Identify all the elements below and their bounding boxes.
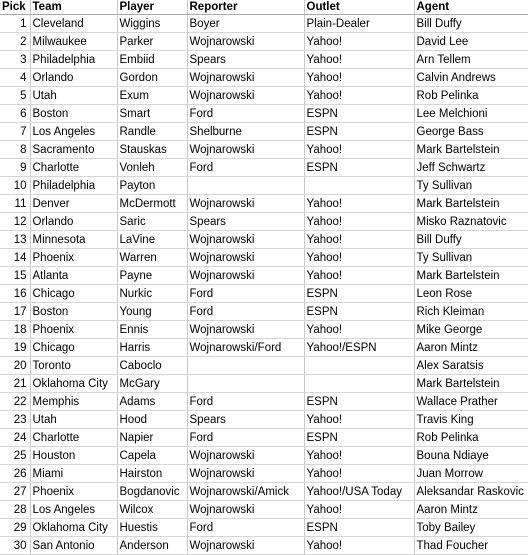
cell-player: Ennis [117, 321, 187, 339]
table-row [0, 357, 528, 375]
cell-team: Charlotte [30, 429, 117, 447]
cell-pick: 5 [0, 87, 30, 105]
cell-player: Payne [117, 267, 187, 285]
cell-player: Wiggins [117, 15, 187, 33]
cell-team: Oklahoma City [30, 375, 117, 393]
table-row [0, 447, 528, 465]
cell-team: Chicago [30, 339, 117, 357]
cell-reporter: Ford [187, 519, 304, 537]
cell-pick: 25 [0, 447, 30, 465]
cell-reporter [187, 375, 304, 393]
cell-pick: 20 [0, 357, 30, 375]
cell-outlet: Plain-Dealer [304, 15, 414, 33]
cell-agent: Travis King [414, 411, 528, 429]
table-row [0, 87, 528, 105]
cell-player: Adams [117, 393, 187, 411]
cell-pick: 24 [0, 429, 30, 447]
cell-agent: Ty Sullivan [414, 249, 528, 267]
cell-agent: Lee Melchioni [414, 105, 528, 123]
cell-pick: 12 [0, 213, 30, 231]
cell-pick: 13 [0, 231, 30, 249]
cell-pick: 21 [0, 375, 30, 393]
cell-agent: Mark Bartelstein [414, 141, 528, 159]
cell-player: Nurkic [117, 285, 187, 303]
cell-agent: Thad Foucher [414, 537, 528, 555]
cell-team: Sacramento [30, 141, 117, 159]
cell-player: Warren [117, 249, 187, 267]
cell-outlet: ESPN [304, 519, 414, 537]
cell-pick: 11 [0, 195, 30, 213]
cell-pick: 10 [0, 177, 30, 195]
table-row [0, 411, 528, 429]
cell-pick: 23 [0, 411, 30, 429]
cell-agent: Mark Bartelstein [414, 195, 528, 213]
cell-player: Smart [117, 105, 187, 123]
cell-pick: 16 [0, 285, 30, 303]
table-row [0, 141, 528, 159]
cell-player: McDermott [117, 195, 187, 213]
cell-agent: Juan Morrow [414, 465, 528, 483]
cell-team: Phoenix [30, 321, 117, 339]
cell-team: Cleveland [30, 15, 117, 33]
cell-team: Atlanta [30, 267, 117, 285]
table-row [0, 231, 528, 249]
cell-outlet: Yahoo! [304, 447, 414, 465]
cell-reporter: Wojnarowski [187, 447, 304, 465]
cell-outlet: Yahoo! [304, 267, 414, 285]
cell-player: Harris [117, 339, 187, 357]
table-row [0, 303, 528, 321]
cell-team: Phoenix [30, 483, 117, 501]
cell-team: Chicago [30, 285, 117, 303]
cell-player: Payton [117, 177, 187, 195]
cell-agent: Rob Pelinka [414, 429, 528, 447]
cell-team: Oklahoma City [30, 519, 117, 537]
cell-outlet: Yahoo! [304, 87, 414, 105]
cell-agent: Jeff Schwartz [414, 159, 528, 177]
cell-agent: George Bass [414, 123, 528, 141]
table-row [0, 213, 528, 231]
cell-outlet: Yahoo! [304, 69, 414, 87]
cell-agent: Wallace Prather [414, 393, 528, 411]
cell-pick: 1 [0, 15, 30, 33]
cell-team: Orlando [30, 69, 117, 87]
cell-pick: 4 [0, 69, 30, 87]
cell-reporter: Wojnarowski [187, 87, 304, 105]
table-row [0, 285, 528, 303]
table-row [0, 375, 528, 393]
cell-player: Vonleh [117, 159, 187, 177]
table-row [0, 465, 528, 483]
cell-pick: 22 [0, 393, 30, 411]
cell-team: Denver [30, 195, 117, 213]
cell-outlet: ESPN [304, 123, 414, 141]
table-row [0, 177, 528, 195]
column-header-outlet: Outlet [304, 0, 414, 15]
cell-agent: Mark Bartelstein [414, 267, 528, 285]
cell-agent: Toby Bailey [414, 519, 528, 537]
cell-outlet: Yahoo! [304, 537, 414, 555]
cell-player: Huestis [117, 519, 187, 537]
column-header-reporter: Reporter [187, 0, 304, 15]
cell-team: Philadelphia [30, 51, 117, 69]
table-row [0, 15, 528, 33]
cell-outlet: ESPN [304, 285, 414, 303]
cell-pick: 29 [0, 519, 30, 537]
cell-reporter: Wojnarowski [187, 231, 304, 249]
cell-team: Houston [30, 447, 117, 465]
cell-outlet: Yahoo!/ESPN [304, 339, 414, 357]
cell-pick: 30 [0, 537, 30, 555]
cell-agent: Rich Kleiman [414, 303, 528, 321]
cell-outlet: Yahoo! [304, 231, 414, 249]
table-row [0, 483, 528, 501]
cell-outlet: ESPN [304, 159, 414, 177]
cell-outlet: Yahoo! [304, 33, 414, 51]
cell-team: Miami [30, 465, 117, 483]
cell-reporter: Wojnarowski [187, 33, 304, 51]
table-row [0, 267, 528, 285]
cell-reporter: Wojnarowski [187, 267, 304, 285]
cell-player: Young [117, 303, 187, 321]
table-row [0, 393, 528, 411]
cell-reporter: Wojnarowski [187, 195, 304, 213]
cell-outlet: Yahoo!/USA Today [304, 483, 414, 501]
cell-team: Toronto [30, 357, 117, 375]
cell-pick: 14 [0, 249, 30, 267]
cell-reporter: Ford [187, 105, 304, 123]
cell-outlet: ESPN [304, 303, 414, 321]
cell-team: Charlotte [30, 159, 117, 177]
table-row [0, 321, 528, 339]
cell-team: Milwaukee [30, 33, 117, 51]
cell-team: Los Angeles [30, 123, 117, 141]
cell-agent: Rob Pelinka [414, 87, 528, 105]
cell-reporter: Shelburne [187, 123, 304, 141]
cell-player: McGary [117, 375, 187, 393]
cell-pick: 17 [0, 303, 30, 321]
cell-team: San Antonio [30, 537, 117, 555]
cell-reporter: Wojnarowski [187, 537, 304, 555]
column-header-team: Team [30, 0, 117, 15]
cell-player: Saric [117, 213, 187, 231]
cell-team: Boston [30, 105, 117, 123]
cell-team: Phoenix [30, 249, 117, 267]
table-body [0, 15, 528, 555]
column-header-player: Player [117, 0, 187, 15]
cell-player: Napier [117, 429, 187, 447]
cell-reporter: Spears [187, 411, 304, 429]
cell-pick: 26 [0, 465, 30, 483]
cell-pick: 18 [0, 321, 30, 339]
cell-pick: 28 [0, 501, 30, 519]
cell-outlet: ESPN [304, 105, 414, 123]
table-row [0, 123, 528, 141]
cell-agent: Bouna Ndiaye [414, 447, 528, 465]
cell-player: Caboclo [117, 357, 187, 375]
cell-team: Memphis [30, 393, 117, 411]
cell-outlet: Yahoo! [304, 213, 414, 231]
table-header-row [0, 0, 528, 15]
cell-outlet: Yahoo! [304, 501, 414, 519]
cell-reporter: Wojnarowski [187, 249, 304, 267]
cell-player: Randle [117, 123, 187, 141]
table-row [0, 195, 528, 213]
cell-reporter [187, 177, 304, 195]
cell-reporter: Ford [187, 393, 304, 411]
cell-reporter: Wojnarowski/Amick [187, 483, 304, 501]
cell-reporter: Wojnarowski [187, 69, 304, 87]
cell-pick: 19 [0, 339, 30, 357]
cell-outlet: ESPN [304, 429, 414, 447]
cell-team: Minnesota [30, 231, 117, 249]
cell-outlet [304, 177, 414, 195]
cell-outlet: Yahoo! [304, 465, 414, 483]
cell-pick: 27 [0, 483, 30, 501]
column-header-agent: Agent [414, 0, 528, 15]
cell-pick: 3 [0, 51, 30, 69]
table-row [0, 69, 528, 87]
cell-pick: 6 [0, 105, 30, 123]
cell-agent: Mike George [414, 321, 528, 339]
cell-player: Hood [117, 411, 187, 429]
cell-agent: Mark Bartelstein [414, 375, 528, 393]
table-row [0, 33, 528, 51]
cell-outlet [304, 357, 414, 375]
cell-player: Gordon [117, 69, 187, 87]
cell-team: Boston [30, 303, 117, 321]
cell-team: Utah [30, 411, 117, 429]
cell-reporter: Spears [187, 213, 304, 231]
cell-reporter: Wojnarowski [187, 141, 304, 159]
cell-player: Stauskas [117, 141, 187, 159]
cell-agent: Calvin Andrews [414, 69, 528, 87]
cell-outlet: Yahoo! [304, 411, 414, 429]
cell-outlet: Yahoo! [304, 51, 414, 69]
cell-player: Embiid [117, 51, 187, 69]
cell-pick: 15 [0, 267, 30, 285]
cell-team: Orlando [30, 213, 117, 231]
cell-team: Los Angeles [30, 501, 117, 519]
table-row [0, 51, 528, 69]
cell-agent: Misko Raznatovic [414, 213, 528, 231]
cell-agent: Aaron Mintz [414, 339, 528, 357]
cell-reporter: Wojnarowski/Ford [187, 339, 304, 357]
cell-pick: 8 [0, 141, 30, 159]
table-row [0, 501, 528, 519]
cell-player: Exum [117, 87, 187, 105]
cell-agent: David Lee [414, 33, 528, 51]
cell-reporter: Wojnarowski [187, 321, 304, 339]
cell-agent: Aaron Mintz [414, 501, 528, 519]
cell-reporter: Ford [187, 159, 304, 177]
cell-player: Bogdanovic [117, 483, 187, 501]
cell-reporter: Ford [187, 285, 304, 303]
table-row [0, 249, 528, 267]
cell-player: Hairston [117, 465, 187, 483]
cell-player: Capela [117, 447, 187, 465]
cell-pick: 7 [0, 123, 30, 141]
cell-player: LaVine [117, 231, 187, 249]
table-row [0, 105, 528, 123]
table-row [0, 159, 528, 177]
cell-player: Parker [117, 33, 187, 51]
table-row [0, 429, 528, 447]
cell-agent: Leon Rose [414, 285, 528, 303]
cell-player: Anderson [117, 537, 187, 555]
cell-agent: Alex Saratsis [414, 357, 528, 375]
cell-outlet: Yahoo! [304, 195, 414, 213]
cell-agent: Bill Duffy [414, 15, 528, 33]
cell-outlet: Yahoo! [304, 141, 414, 159]
cell-reporter: Ford [187, 429, 304, 447]
cell-reporter: Ford [187, 303, 304, 321]
table-row [0, 537, 528, 555]
cell-agent: Aleksandar Raskovic [414, 483, 528, 501]
cell-player: Wilcox [117, 501, 187, 519]
cell-agent: Bill Duffy [414, 231, 528, 249]
cell-reporter: Wojnarowski [187, 465, 304, 483]
cell-outlet: Yahoo! [304, 249, 414, 267]
cell-team: Philadelphia [30, 177, 117, 195]
cell-reporter: Spears [187, 51, 304, 69]
cell-reporter [187, 357, 304, 375]
cell-reporter: Boyer [187, 15, 304, 33]
cell-agent: Ty Sullivan [414, 177, 528, 195]
cell-pick: 2 [0, 33, 30, 51]
cell-outlet: Yahoo! [304, 321, 414, 339]
cell-team: Utah [30, 87, 117, 105]
cell-reporter: Wojnarowski [187, 501, 304, 519]
table-row [0, 339, 528, 357]
table-row [0, 519, 528, 537]
cell-outlet: ESPN [304, 393, 414, 411]
cell-agent: Arn Tellem [414, 51, 528, 69]
cell-pick: 9 [0, 159, 30, 177]
column-header-pick: Pick [0, 0, 30, 15]
cell-outlet [304, 375, 414, 393]
